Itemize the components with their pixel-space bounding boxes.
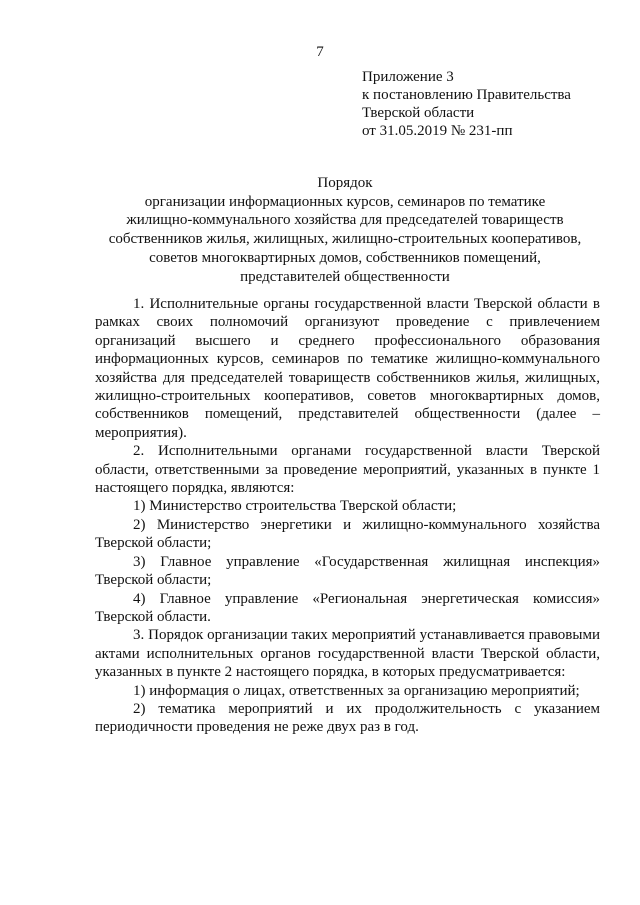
list-item: 4) Главное управление «Региональная энергетическая комиссия» Тверской области.: [95, 590, 600, 625]
list-item: 1) информация о лицах, ответственных за организацию мероприятий;: [133, 682, 580, 699]
title-subtitle-line: собственников жилья, жилищных, жилищно-строительных кооперативов,: [108, 231, 582, 248]
appendix-header: [362, 68, 612, 140]
paragraph: 2. Исполнительными органами государственной власти Тверской области, ответственными за проведение мероприятий, указанных в пункте 1 настоящего порядка, являются:: [95, 443, 600, 497]
list-item: 2) Министерство энергетики и жилищно-коммунального хозяйства Тверской области;: [95, 516, 600, 552]
list-item: 3) Главное управление «Государственная жилищная инспекция» Тверской области;: [95, 553, 600, 589]
document-body: [95, 295, 600, 737]
appendix-line: от 31.05.2019 № 231-пп: [362, 123, 513, 139]
paragraph: 1. Исполнительные органы государственной власти Тверской области в рамках своих полномочий организуют проведение с привлечением организаций высшего и среднего профессионального образования информационных курсов, семинаров по тематике жилищно-коммунального хозяйства для председателей товариществ собственников жилья, жилищных, жилищно-строительных кооперативов, советов многоквартирных домов, собственников помещений, представителей общественности (далее – мероприятия).: [95, 296, 600, 441]
appendix-line: к постановлению Правительства: [362, 87, 571, 103]
title-subtitle-line: представителей общественности: [240, 268, 450, 285]
page-number: 7: [316, 44, 324, 60]
document-title: [90, 174, 600, 286]
paragraph: 3. Порядок организации таких мероприятий устанавливается правовыми актами исполнительных органов государственной власти Тверской области, указанных в пункте 2 настоящего порядка, в которых предусматривается:: [95, 627, 600, 681]
appendix-line: Приложение 3: [362, 69, 454, 85]
title-subtitle-line: организации информационных курсов, семинаров по тематике: [144, 193, 546, 210]
appendix-line: Тверской области: [362, 105, 475, 121]
title-heading: Порядок: [317, 175, 373, 191]
title-subtitle-line: советов многоквартирных домов, собственников помещений,: [149, 249, 541, 266]
list-item: 1) Министерство строительства Тверской области;: [133, 498, 457, 515]
list-item: 2) тематика мероприятий и их продолжительность с указанием периодичности проведения не реже двух раз в год.: [95, 700, 600, 736]
title-subtitle-line: жилищно-коммунального хозяйства для председателей товариществ: [126, 212, 564, 229]
